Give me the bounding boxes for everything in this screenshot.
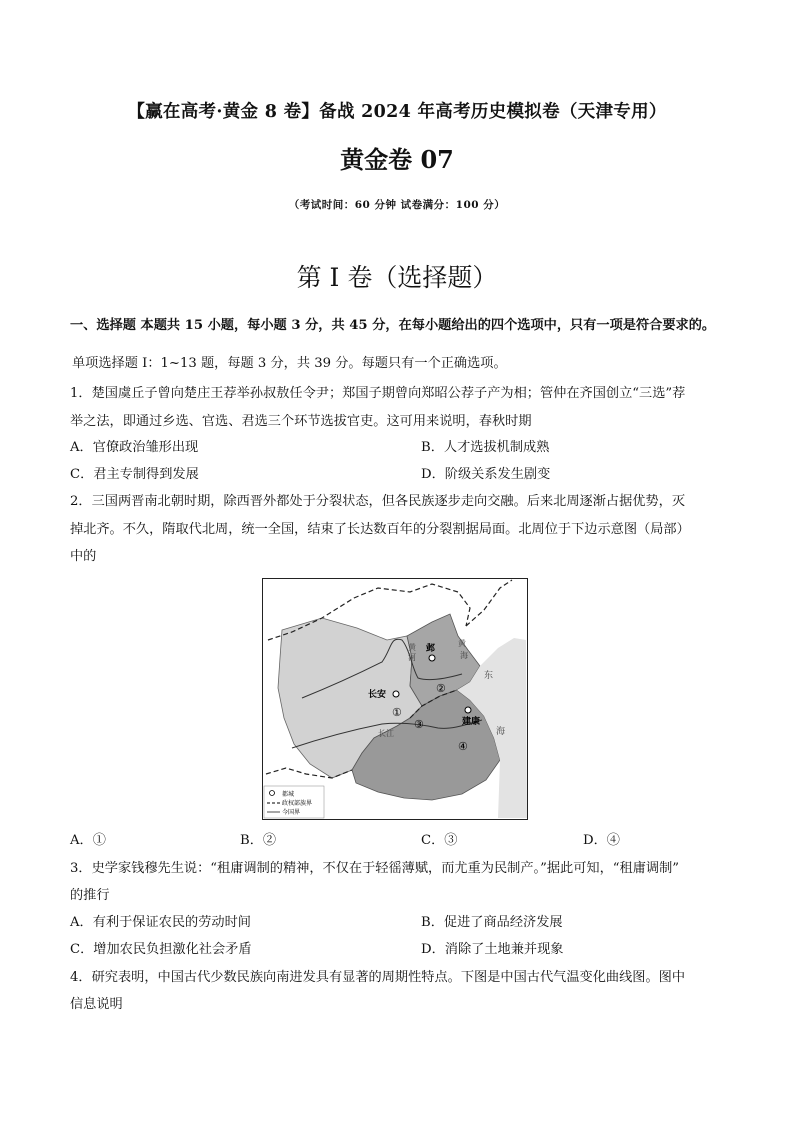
region-label-4: ④ bbox=[458, 740, 468, 753]
yangtze-label-2: 江 bbox=[386, 729, 394, 738]
q1-line-2: 举之法，即通过乡选、官选、君选三个环节选拔官吏。这可用来说明，春秋时期 bbox=[70, 414, 532, 429]
q3-option-c[interactable]: C．增加农民负担激化社会矛盾 bbox=[70, 942, 252, 957]
q1-option-c[interactable]: C．君主专制得到发展 bbox=[70, 467, 199, 482]
series-title: 【赢在高考·黄金 8 卷】备战 2024 年高考历史模拟卷（天津专用） bbox=[127, 102, 667, 122]
q2-option-b[interactable]: B．② bbox=[240, 833, 277, 848]
region-label-3: ③ bbox=[414, 718, 424, 731]
city-ye-label: 邺 bbox=[426, 644, 436, 654]
legend-capital-label: 都城 bbox=[282, 791, 295, 798]
q3-option-a[interactable]: A．有利于保证农民的劳动时间 bbox=[70, 915, 251, 930]
city-ye-marker bbox=[429, 655, 435, 661]
section-title: 第 I 卷（选择题） bbox=[296, 263, 498, 292]
q2-line-3: 中的 bbox=[70, 549, 97, 564]
exam-info: （考试时间：60 分钟 试卷满分：100 分） bbox=[288, 199, 506, 211]
paper-title: 黄金卷 07 bbox=[340, 145, 454, 174]
q2-line-1: 2．三国两晋南北朝时期，除西晋外都处于分裂状态，但各民族逐步走向交融。后来北周逐渐占据优势，灭 bbox=[70, 494, 686, 509]
instructions-part2: 单项选择题 I：1~13 题，每题 3 分，共 39 分。每题只有一个正确选项。 bbox=[72, 356, 507, 371]
q1-option-a[interactable]: A．官僚政治雏形出现 bbox=[70, 440, 199, 455]
city-changan-marker bbox=[393, 691, 399, 697]
region-label-2: ② bbox=[436, 682, 446, 695]
city-jiankang-label: 建康 bbox=[462, 717, 481, 727]
q1-line-1: 1．楚国虞丘子曾向楚庄王荐举孙叔敖任令尹；郑国子期曾向郑昭公荐子产为相；管仲在齐国创立“三选”荐 bbox=[70, 386, 686, 401]
q2-line-2: 掉北齐。不久，隋取代北周，统一全国，结束了长达数百年的分裂割据局面。北周位于下边示意图（局部） bbox=[70, 522, 690, 537]
q1-option-b[interactable]: B．人才选拔机制成熟 bbox=[421, 440, 550, 455]
q3-option-d[interactable]: D．消除了土地兼并现象 bbox=[421, 942, 564, 957]
legend-regime-border-label: 政权部族界 bbox=[282, 800, 313, 807]
q4-line-2: 信息说明 bbox=[70, 997, 123, 1012]
region-label-1: ① bbox=[392, 706, 402, 719]
sea-label-east: 东 bbox=[484, 671, 494, 681]
q4-line-1: 4．研究表明，中国古代少数民族向南进发具有显著的周期性特点。下图是中国古代气温变化曲线图。图中 bbox=[70, 970, 686, 985]
instructions-part1: 一、选择题 本题共 15 小题，每小题 3 分，共 45 分，在每小题给出的四个选项中，只有一项是符合要求的。 bbox=[70, 318, 716, 333]
q3-line-2: 的推行 bbox=[70, 888, 110, 903]
q1-option-d[interactable]: D．阶级关系发生剧变 bbox=[421, 467, 551, 482]
q2-option-a[interactable]: A．① bbox=[70, 833, 106, 848]
yellow-river-label-1: 黄 bbox=[408, 643, 416, 652]
yellow-river-label-2: 河 bbox=[408, 653, 416, 662]
q3-option-b[interactable]: B．促进了商品经济发展 bbox=[421, 915, 563, 930]
legend-modern-border-label: 今国界 bbox=[282, 809, 301, 816]
sea-label-sea: 海 bbox=[496, 727, 506, 737]
q2-option-c[interactable]: C．③ bbox=[421, 833, 458, 848]
yellow-sea-label-1: 黄 bbox=[458, 639, 466, 648]
legend-capital-icon bbox=[270, 791, 275, 796]
yangtze-label-1: 长 bbox=[378, 729, 386, 738]
city-changan-label: 长安 bbox=[368, 690, 387, 700]
northern-southern-dynasties-map bbox=[262, 578, 528, 820]
yellow-sea-label-2: 海 bbox=[460, 651, 468, 660]
q3-line-1: 3．史学家钱穆先生说：“租庸调制的精神，不仅在于轻徭薄赋，而尤重为民制产。”据此可知，“租庸调制” bbox=[70, 861, 680, 876]
q2-option-d[interactable]: D．④ bbox=[583, 833, 620, 848]
city-jiankang-marker bbox=[465, 707, 471, 713]
